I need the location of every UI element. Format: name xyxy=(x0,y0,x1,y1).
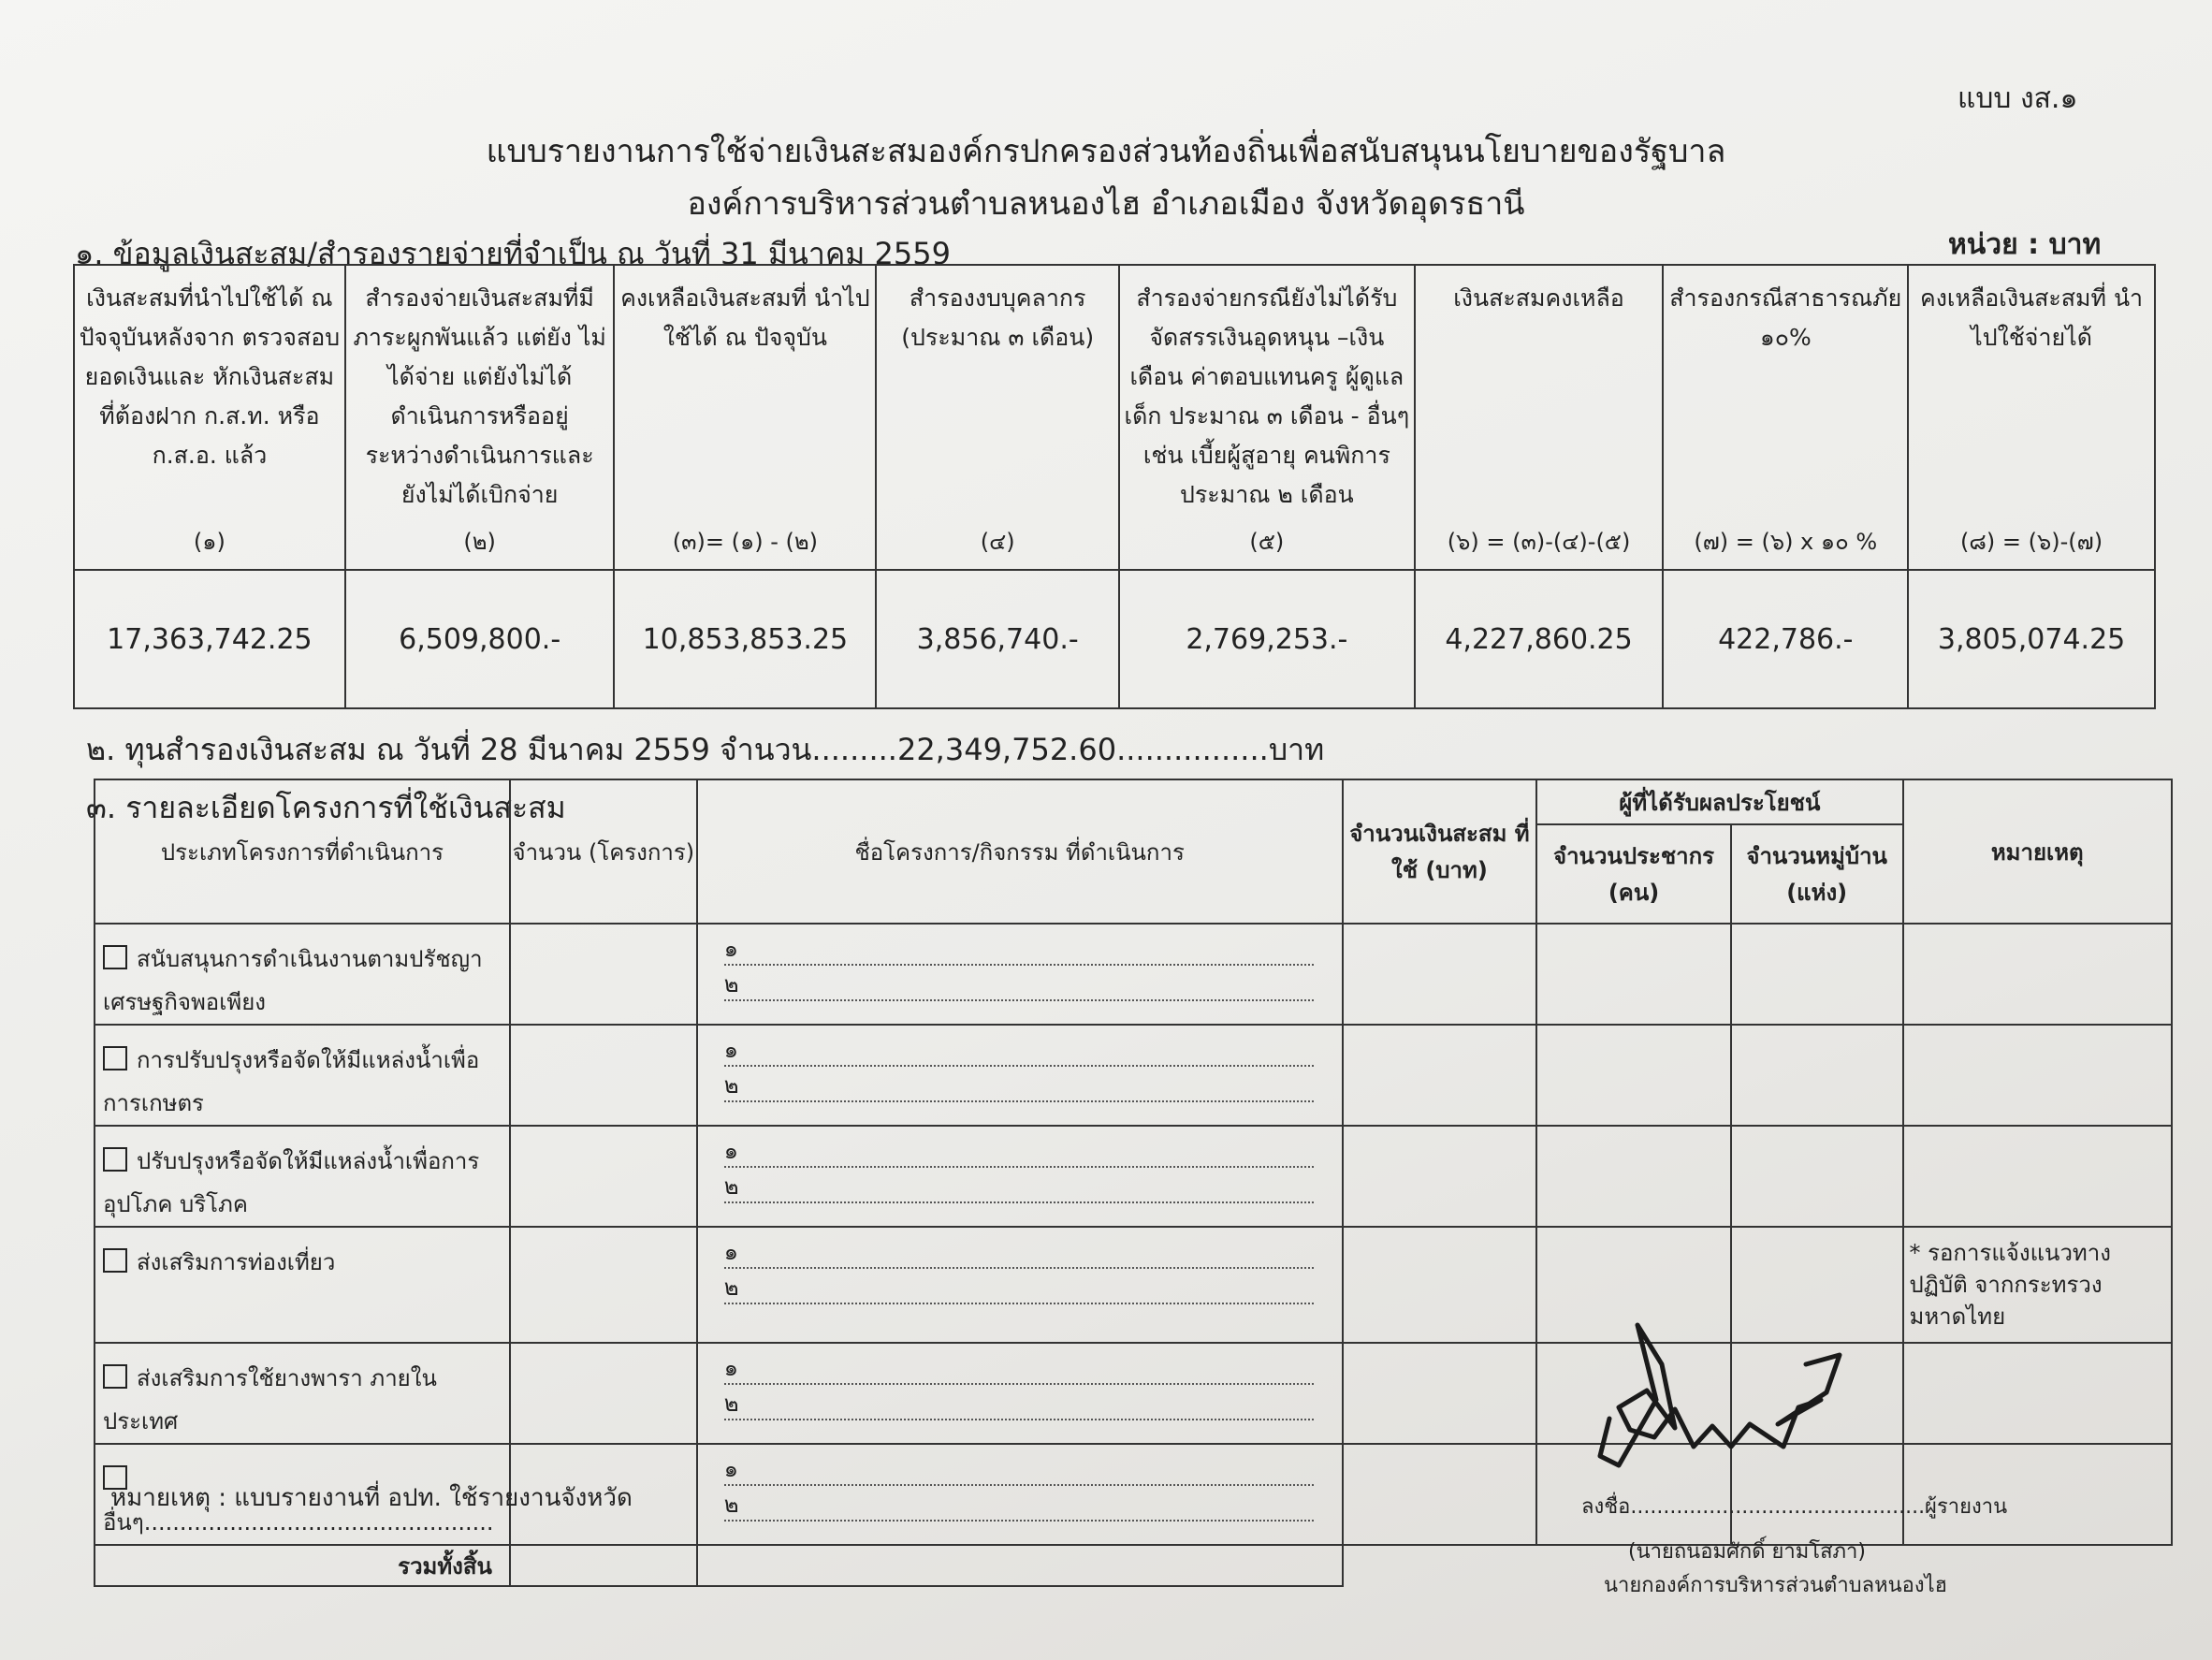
table-row xyxy=(95,1025,2172,1126)
header-project-count: จำนวน (โครงการ) xyxy=(510,779,697,924)
savings-header-row xyxy=(74,265,2155,570)
category-checkbox[interactable] xyxy=(103,1364,127,1389)
savings-value: 3,805,074.25 xyxy=(1908,570,2155,708)
project-category xyxy=(95,1126,510,1227)
signer-position: นายกองค์การบริหารส่วนตำบลหนองไฮ xyxy=(1604,1574,1948,1597)
project-line-2: ๒ xyxy=(724,1385,1314,1420)
signature-line: ลงชื่อ.............................................ผู้รายงาน xyxy=(1581,1495,2008,1519)
savings-header-cell: เงินสะสมที่นำไปใช้ได้ ณ ปัจจุบันหลังจาก ตรวจสอบยอดเงินและ หักเงินสะสมที่ต้องฝาก ก.ส.ท. หรือ ก.ส.อ. แล้ว (๑) xyxy=(74,265,345,570)
villages-cell xyxy=(1731,924,1903,1025)
project-name-cell xyxy=(697,1227,1343,1343)
formula-label: (๖) = (๓)-(๔)-(๕) xyxy=(1447,529,1631,555)
note-cell: * รอการแจ้งแนวทางปฏิบัติ จากกระทรวงมหาดไทย xyxy=(1903,1227,2173,1343)
section3-heading: ๓. รายละเอียดโครงการที่ใช้เงินสะสม xyxy=(86,790,566,825)
savings-value: 10,853,853.25 xyxy=(614,570,876,708)
project-count-cell xyxy=(510,1126,697,1227)
project-name-cell xyxy=(697,924,1343,1025)
organization-line: องค์การบริหารส่วนตำบลหนองไฮ อำเภอเมือง จังหวัดอุดรธานี xyxy=(687,185,1525,223)
table-row xyxy=(95,1126,2172,1227)
total-label: รวมทั้งสิ้น xyxy=(95,1545,510,1586)
header-amount: จำนวนเงินสะสม ที่ใช้ (บาท) xyxy=(1343,779,1537,924)
signer-name: (นายถนอมศักดิ์ ยามโสภา) xyxy=(1628,1540,1866,1564)
project-category xyxy=(95,924,510,1025)
savings-header-cell: สำรองกรณีสาธารณภัย ๑๐% (๗) = (๖) x ๑๐ % xyxy=(1663,265,1908,570)
amount-cell xyxy=(1343,924,1537,1025)
formula-label: (๗) = (๖) x ๑๐ % xyxy=(1694,529,1878,555)
project-name-cell xyxy=(697,1025,1343,1126)
amount-cell xyxy=(1343,1343,1537,1444)
form-code: แบบ งส.๑ xyxy=(1957,82,2078,115)
empty-cell xyxy=(1343,1545,1537,1586)
category-checkbox[interactable] xyxy=(103,1248,127,1273)
population-cell xyxy=(1536,1025,1731,1126)
project-line-2: ๒ xyxy=(724,1269,1314,1304)
header-note: หมายเหตุ xyxy=(1903,779,2173,924)
category-label: ปรับปรุงหรือจัดให้มีแหล่งน้ำเพื่อการ อุปโภค บริโภค xyxy=(103,1148,480,1217)
formula-label: (๒) xyxy=(463,529,496,555)
note-cell xyxy=(1903,1343,2173,1444)
header-villages: จำนวนหมู่บ้าน (แห่ง) xyxy=(1731,824,1903,924)
savings-table xyxy=(73,264,2156,709)
project-line-1: ๑ xyxy=(724,1349,1314,1385)
amount-cell xyxy=(1343,1025,1537,1126)
section1-heading: ๑. ข้อมูลเงินสะสม/สำรองรายจ่ายที่จำเป็น ณ วันที่ 31 มีนาคม 2559 xyxy=(75,236,951,271)
savings-header-cell: สำรองงบบุคลากร (ประมาณ ๓ เดือน) (๔) xyxy=(876,265,1119,570)
project-line-2: ๒ xyxy=(724,1067,1314,1102)
page-title: แบบรายงานการใช้จ่ายเงินสะสมองค์กรปกครองส่วนท้องถิ่นเพื่อสนับสนุนนโยบายของรัฐบาล xyxy=(486,133,1726,170)
header-project-name: ชื่อโครงการ/กิจกรรม ที่ดำเนินการ xyxy=(697,779,1343,924)
formula-label: (๓)= (๑) - (๒) xyxy=(672,529,819,555)
formula-label: (๘) = (๖)-(๗) xyxy=(1960,529,2103,555)
project-count-cell xyxy=(510,1025,697,1126)
amount-cell xyxy=(1343,1227,1537,1343)
note-cell xyxy=(1903,1126,2173,1227)
category-label: สนับสนุนการดำเนินงานตามปรัชญา เศรษฐกิจพอเพียง xyxy=(103,946,483,1015)
category-label: ส่งเสริมการท่องเที่ยว xyxy=(137,1249,336,1275)
savings-value: 6,509,800.- xyxy=(345,570,615,708)
population-cell xyxy=(1536,1126,1731,1227)
section2-reserve-line: ๒. ทุนสำรองเงินสะสม ณ วันที่ 28 มีนาคม 2559 จำนวน.........22,349,752.60................บาท xyxy=(86,732,1325,767)
header-project-type: ประเภทโครงการที่ดำเนินการ xyxy=(95,779,510,924)
total-name-cell xyxy=(697,1545,1343,1586)
category-label: อื่นๆ................................................. xyxy=(103,1509,494,1536)
population-cell xyxy=(1536,924,1731,1025)
category-checkbox[interactable] xyxy=(103,1046,127,1070)
project-line-1: ๑ xyxy=(724,1031,1314,1067)
savings-header-cell: คงเหลือเงินสะสมที่ นำไปใช้จ่ายได้ (๘) = (๖)-(๗) xyxy=(1908,265,2155,570)
note-cell xyxy=(1903,924,2173,1025)
savings-header-cell: สำรองจ่ายกรณียังไม่ได้รับ จัดสรรเงินอุดหนุน –เงินเดือน ค่าตอบแทนครู ผู้ดูแลเด็ก ประมาณ ๓ เดือน - อื่นๆ เช่น เบี้ยผู้สูอายุ คนพิการ ประมาณ ๒ เดือน (๕) xyxy=(1119,265,1415,570)
villages-cell xyxy=(1731,1025,1903,1126)
project-line-2: ๒ xyxy=(724,1486,1314,1522)
project-name-cell xyxy=(697,1343,1343,1444)
savings-header-cell: สำรองจ่ายเงินสะสมที่มี ภาระผูกพันแล้ว แต่ยัง ไม่ได้จ่าย แต่ยังไม่ได้ ดำเนินการหรืออยู่ ระหว่างดำเนินการและ ยังไม่ได้เบิกจ่าย (๒) xyxy=(345,265,615,570)
project-count-cell xyxy=(510,924,697,1025)
villages-cell xyxy=(1731,1126,1903,1227)
remark: หมายเหตุ : แบบรายงานที่ อปท. ใช้รายงานจังหวัด xyxy=(110,1484,633,1512)
formula-label: (๑) xyxy=(193,529,226,555)
project-line-2: ๒ xyxy=(724,1168,1314,1203)
project-category xyxy=(95,1227,510,1343)
savings-value: 4,227,860.25 xyxy=(1415,570,1664,708)
amount-cell xyxy=(1343,1126,1537,1227)
total-count-cell xyxy=(510,1545,697,1586)
header-beneficiary: ผู้ที่ได้รับผลประโยชน์ xyxy=(1536,779,1902,824)
formula-label: (๕) xyxy=(1249,529,1285,555)
savings-value: 17,363,742.25 xyxy=(74,570,345,708)
project-count-cell xyxy=(510,1343,697,1444)
formula-label: (๔) xyxy=(980,529,1015,555)
header-population: จำนวนประชากร (คน) xyxy=(1536,824,1731,924)
project-line-1: ๑ xyxy=(724,1233,1314,1269)
amount-cell xyxy=(1343,1444,1537,1545)
savings-value-row xyxy=(74,570,2155,708)
savings-header-cell: เงินสะสมคงเหลือ (๖) = (๓)-(๔)-(๕) xyxy=(1415,265,1664,570)
project-category xyxy=(95,1343,510,1444)
savings-value: 422,786.- xyxy=(1663,570,1908,708)
project-line-1: ๑ xyxy=(724,1450,1314,1486)
savings-value: 2,769,253.- xyxy=(1119,570,1415,708)
note-cell xyxy=(1903,1025,2173,1126)
project-name-cell xyxy=(697,1126,1343,1227)
project-count-cell xyxy=(510,1227,697,1343)
category-label: ส่งเสริมการใช้ยางพารา ภายในประเทศ xyxy=(103,1365,437,1434)
projects-header-row xyxy=(95,779,2172,824)
project-category xyxy=(95,1025,510,1126)
savings-value: 3,856,740.- xyxy=(876,570,1119,708)
table-row xyxy=(95,924,2172,1025)
unit-label: หน่วย : บาท xyxy=(1948,228,2102,261)
category-label: การปรับปรุงหรือจัดให้มีแหล่งน้ำเพื่อ การเกษตร xyxy=(103,1047,480,1116)
category-checkbox[interactable] xyxy=(103,1147,127,1172)
project-line-2: ๒ xyxy=(724,966,1314,1001)
category-checkbox[interactable] xyxy=(103,945,127,969)
project-name-cell xyxy=(697,1444,1343,1545)
project-line-1: ๑ xyxy=(724,930,1314,966)
project-line-1: ๑ xyxy=(724,1132,1314,1168)
savings-header-cell: คงเหลือเงินสะสมที่ นำไปใช้ได้ ณ ปัจจุบัน (๓)= (๑) - (๒) xyxy=(614,265,876,570)
